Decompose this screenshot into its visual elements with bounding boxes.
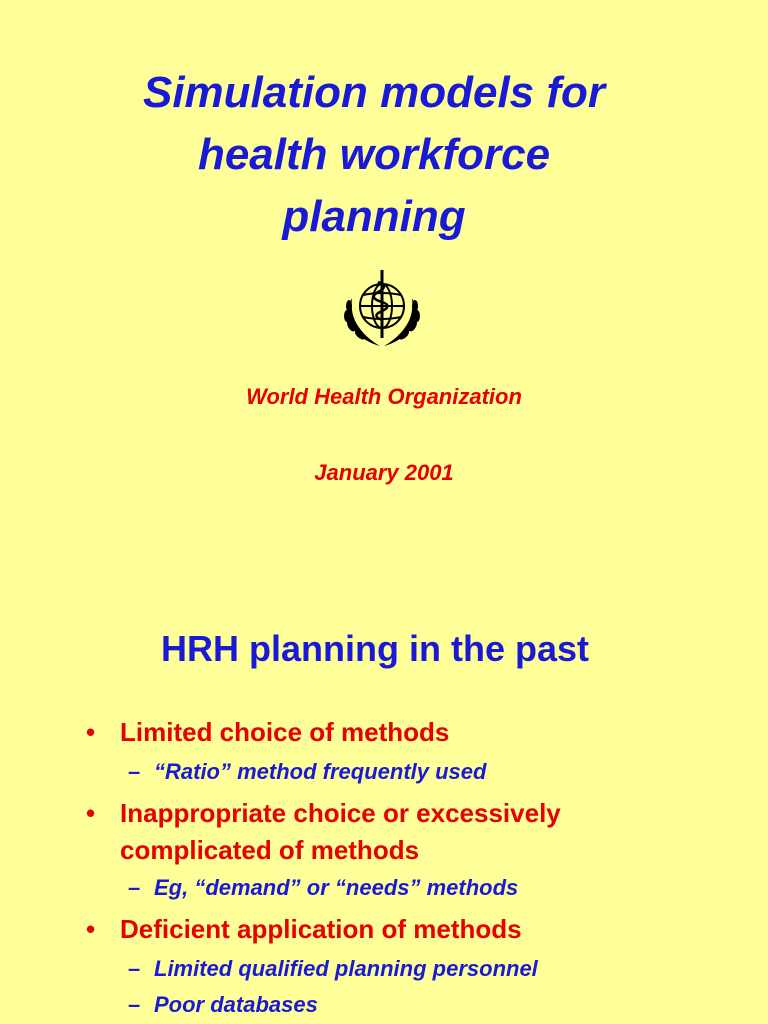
sub-bullet-item (128, 757, 487, 787)
sub-bullet-item (128, 990, 318, 1020)
title-line: health workforce (197, 130, 551, 179)
bullet-text: Inappropriate choice or excessively (120, 798, 561, 828)
bullet-item (86, 714, 450, 751)
title-line: Simulation models for (142, 68, 606, 117)
sub-bullet-text: “Ratio” method frequently used (154, 759, 487, 784)
organization-name: World Health Organization (246, 384, 522, 409)
sub-bullet-text: Limited qualified planning personnel (154, 956, 538, 981)
title-line: planning (282, 192, 466, 241)
sub-bullet-text: Poor databases (154, 992, 318, 1017)
bullet-item (86, 911, 522, 948)
bullet-text: complicated of methods (120, 835, 420, 865)
presentation-date: January 2001 (314, 460, 454, 485)
sub-bullet-item (128, 873, 519, 903)
dash-marker: – (128, 992, 141, 1017)
dash-marker: – (128, 956, 141, 981)
dash-marker: – (128, 875, 141, 900)
bullet-marker: • (86, 914, 96, 944)
bullet-item (86, 795, 561, 869)
sub-bullet-item (128, 954, 538, 984)
dash-marker: – (128, 759, 141, 784)
bullet-text: Limited choice of methods (120, 717, 450, 747)
bullet-text: Deficient application of methods (120, 914, 522, 944)
bullet-marker: • (86, 717, 96, 747)
bullet-marker: • (86, 798, 96, 828)
section-title: HRH planning in the past (161, 628, 589, 669)
sub-bullet-text: Eg, “demand” or “needs” methods (154, 875, 519, 900)
